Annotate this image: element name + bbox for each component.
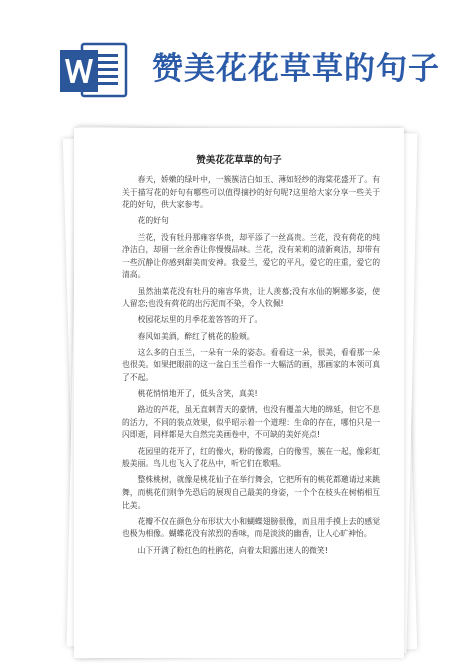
paragraph: 山下开满了粉红色的杜鹃花，向着太阳露出迷人的微笑! <box>137 545 328 555</box>
paragraph: 这么多的白玉兰，一朵有一朵的姿态。看看这一朵，很美，看看那一朵也很美。如果把眼前的这一盆白玉兰看作一大幅活的画，那画家的本领可真了不起。 <box>122 347 380 382</box>
document-body <box>122 174 380 561</box>
paragraph: 兰花，没有牡丹那雍容华贵，却平添了一丝高贵。兰花，没有荷花的纯净洁白，却留一丝余香让你慢慢品味。兰花，没有茉莉的清新爽洁，却带有一些沉静让你感到甜美而安神。我爱兰，爱它的平凡，爱它的庄重，爱它的清高。 <box>122 232 380 280</box>
paragraph: 虽然油菜花没有牡丹的雍容华贵，让人羡慕;没有水仙的婀娜多姿，使人留恋;也没有荷花的出污泥而不染，令人钦佩! <box>122 286 380 309</box>
paragraph: 花瓣不仅在颜色分布形状大小和蝴蝶翅膀很像，而且用手摸上去的感觉也极为相像。蝴蝶花没有浓烈的香味，而是淡淡的幽香，让人心旷神怡。 <box>122 516 380 539</box>
document-page <box>74 128 404 658</box>
document-preview <box>62 120 417 665</box>
header-banner <box>0 0 474 118</box>
paragraph: 春风如美酒，醉红了桃花的脸颊。 <box>137 331 255 341</box>
paragraph: 路边的芦花，虽无直刺青天的豪情，也没有覆盖大地的绵延，但它不息的活力，不同的装点效果，似乎昭示着一个道理：生命的存在，哪怕只是一闪即逝，同样都是大自然完美画卷中，不可缺的美好亮点! <box>122 405 380 440</box>
paragraph: 春天，娇嫩的绿叶中，一簇簇洁白如玉、薄如轻纱的海棠花盛开了。有关于描写花的好句有哪些可以值得摘抄的好句呢?这里给大家分享一些关于花的好句，供大家参考。 <box>122 175 380 210</box>
document-title: 赞美花花草草的句子 <box>196 155 282 166</box>
word-icon <box>58 42 128 98</box>
paragraph: 桃花悄悄地开了，低头含笑，真美! <box>137 389 258 399</box>
paragraph: 校园花坛里的月季花羞答答的开了。 <box>137 315 263 325</box>
page-title: 赞美花花草草的句子 <box>152 51 440 87</box>
paragraph-heading: 花的好句 <box>137 216 169 226</box>
paragraph: 整株桃树，就像是桃花仙子在举行舞会，它把所有的桃花都邀请过来跳舞，而桃花们则争先恐后的展现自己最美的身姿，一个个在枝头在树梢相互比美。 <box>122 475 380 510</box>
paragraph: 花园里的花开了，红的像火，粉的像霞，白的像雪，簇在一起，像彩虹般美丽。鸟儿也飞入了花丛中，听它们在歌唱。 <box>122 446 380 469</box>
